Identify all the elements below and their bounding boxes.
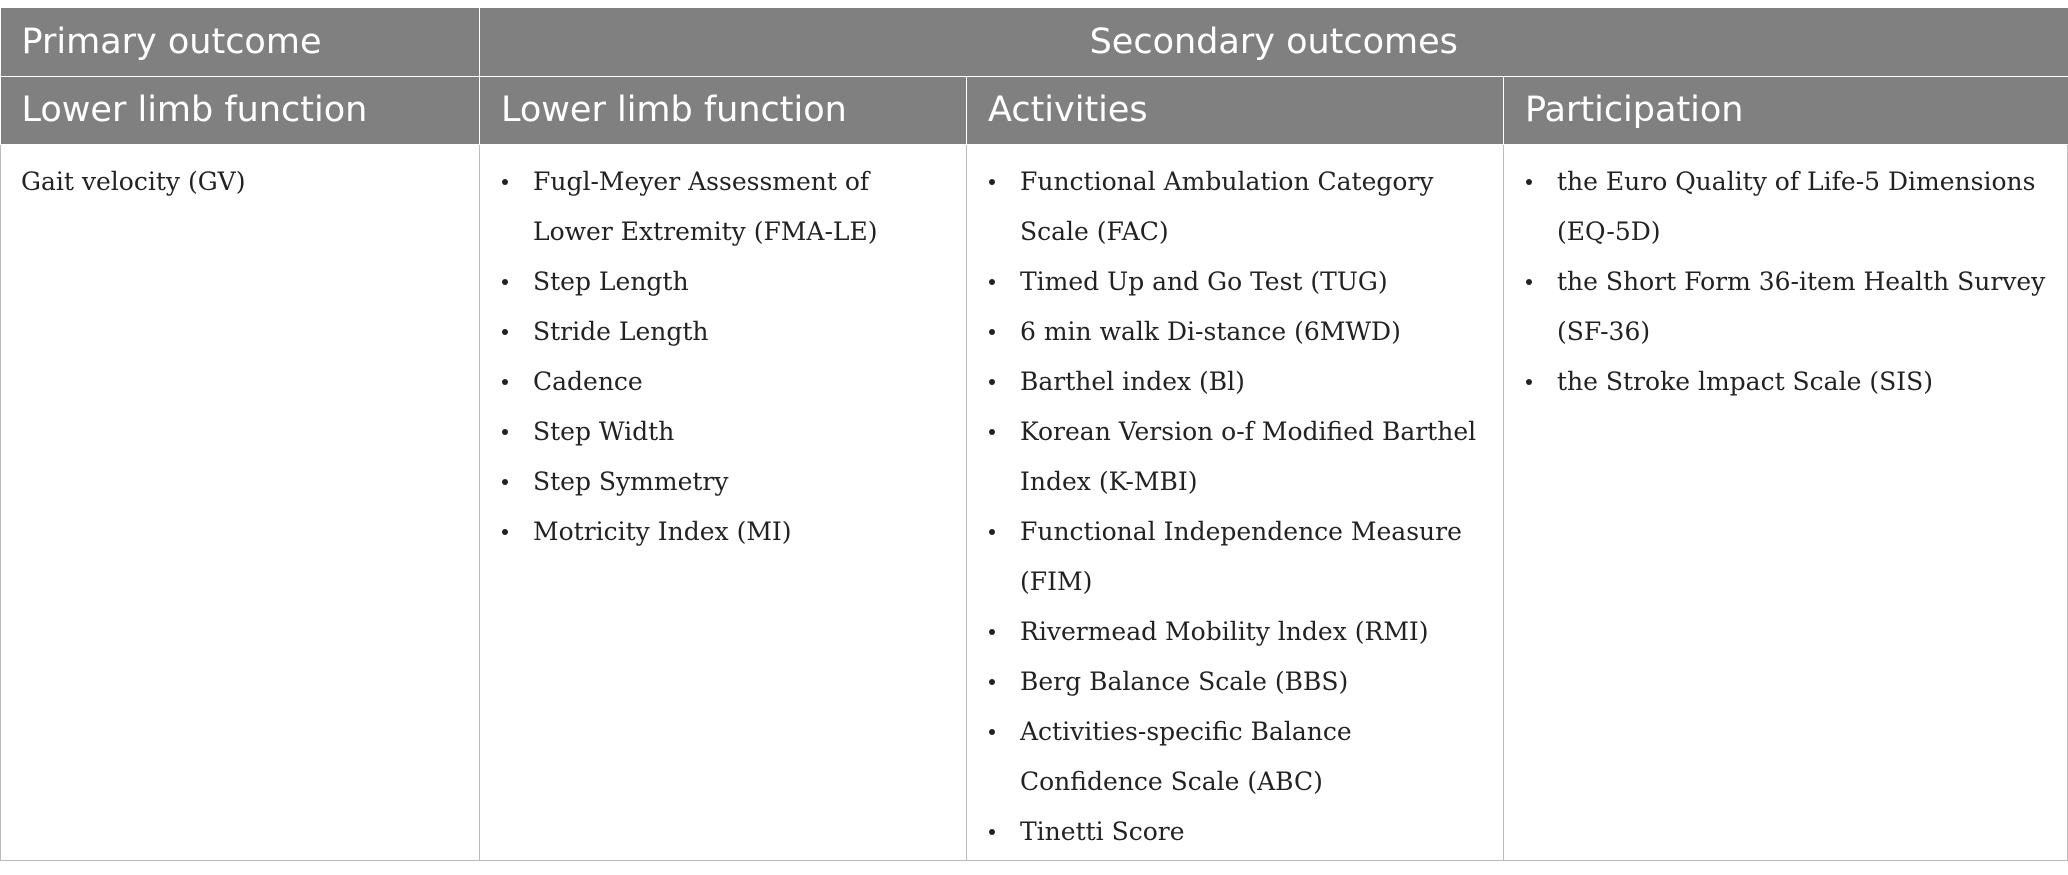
cell-primary-lower-limb <box>1 144 480 860</box>
header-row-domains <box>1 76 2068 144</box>
cell-activities <box>967 144 1504 860</box>
list-item: the Short Form 36-item Health Survey (SF-36) <box>1524 257 2047 357</box>
header-participation: Participation <box>1504 76 2068 144</box>
outcomes-table <box>0 8 2068 861</box>
list-item: Motricity Index (MI) <box>500 507 946 557</box>
list-item: Functional Ambulation Category Scale (FAC) <box>987 157 1483 257</box>
header-row-groups <box>1 8 2068 76</box>
list-item: the Euro Quality of Life-5 Dimensions (EQ-5D) <box>1524 157 2047 257</box>
list-item: Fugl-Meyer Assessment of Lower Extremity (FMA-LE) <box>500 157 946 257</box>
cell-secondary-lower-limb <box>480 144 967 860</box>
list-item: Step Width <box>500 407 946 457</box>
list-item: Step Symmetry <box>500 457 946 507</box>
list-item: Timed Up and Go Test (TUG) <box>987 257 1483 307</box>
secondary-lower-limb-list <box>500 157 946 557</box>
header-primary-lower-limb-function: Lower limb function <box>1 76 480 144</box>
list-item: Berg Balance Scale (BBS) <box>987 657 1483 707</box>
list-item: Barthel index (Bl) <box>987 357 1483 407</box>
table-row <box>1 144 2068 860</box>
list-item: Tinetti Score <box>987 807 1483 857</box>
list-item: Rivermead Mobility lndex (RMI) <box>987 607 1483 657</box>
header-primary-outcome: Primary outcome <box>1 8 480 76</box>
list-item: Functional Independence Measure (FIM) <box>987 507 1483 607</box>
list-item: Stride Length <box>500 307 946 357</box>
header-secondary-outcomes: Secondary outcomes <box>480 8 2068 76</box>
header-secondary-lower-limb-function: Lower limb function <box>480 76 967 144</box>
primary-outcome-measure: Gait velocity (GV) <box>21 166 246 196</box>
list-item: Activities-specific Balance Confidence Scale (ABC) <box>987 707 1483 807</box>
list-item: 6 min walk Di-stance (6MWD) <box>987 307 1483 357</box>
list-item: Korean Version o-f Modified Barthel Index (K-MBI) <box>987 407 1483 507</box>
list-item: the Stroke lmpact Scale (SIS) <box>1524 357 2047 407</box>
list-item: Step Length <box>500 257 946 307</box>
list-item: Cadence <box>500 357 946 407</box>
participation-list <box>1524 157 2047 407</box>
header-activities: Activities <box>967 76 1504 144</box>
activities-list <box>987 157 1483 857</box>
cell-participation <box>1504 144 2068 860</box>
